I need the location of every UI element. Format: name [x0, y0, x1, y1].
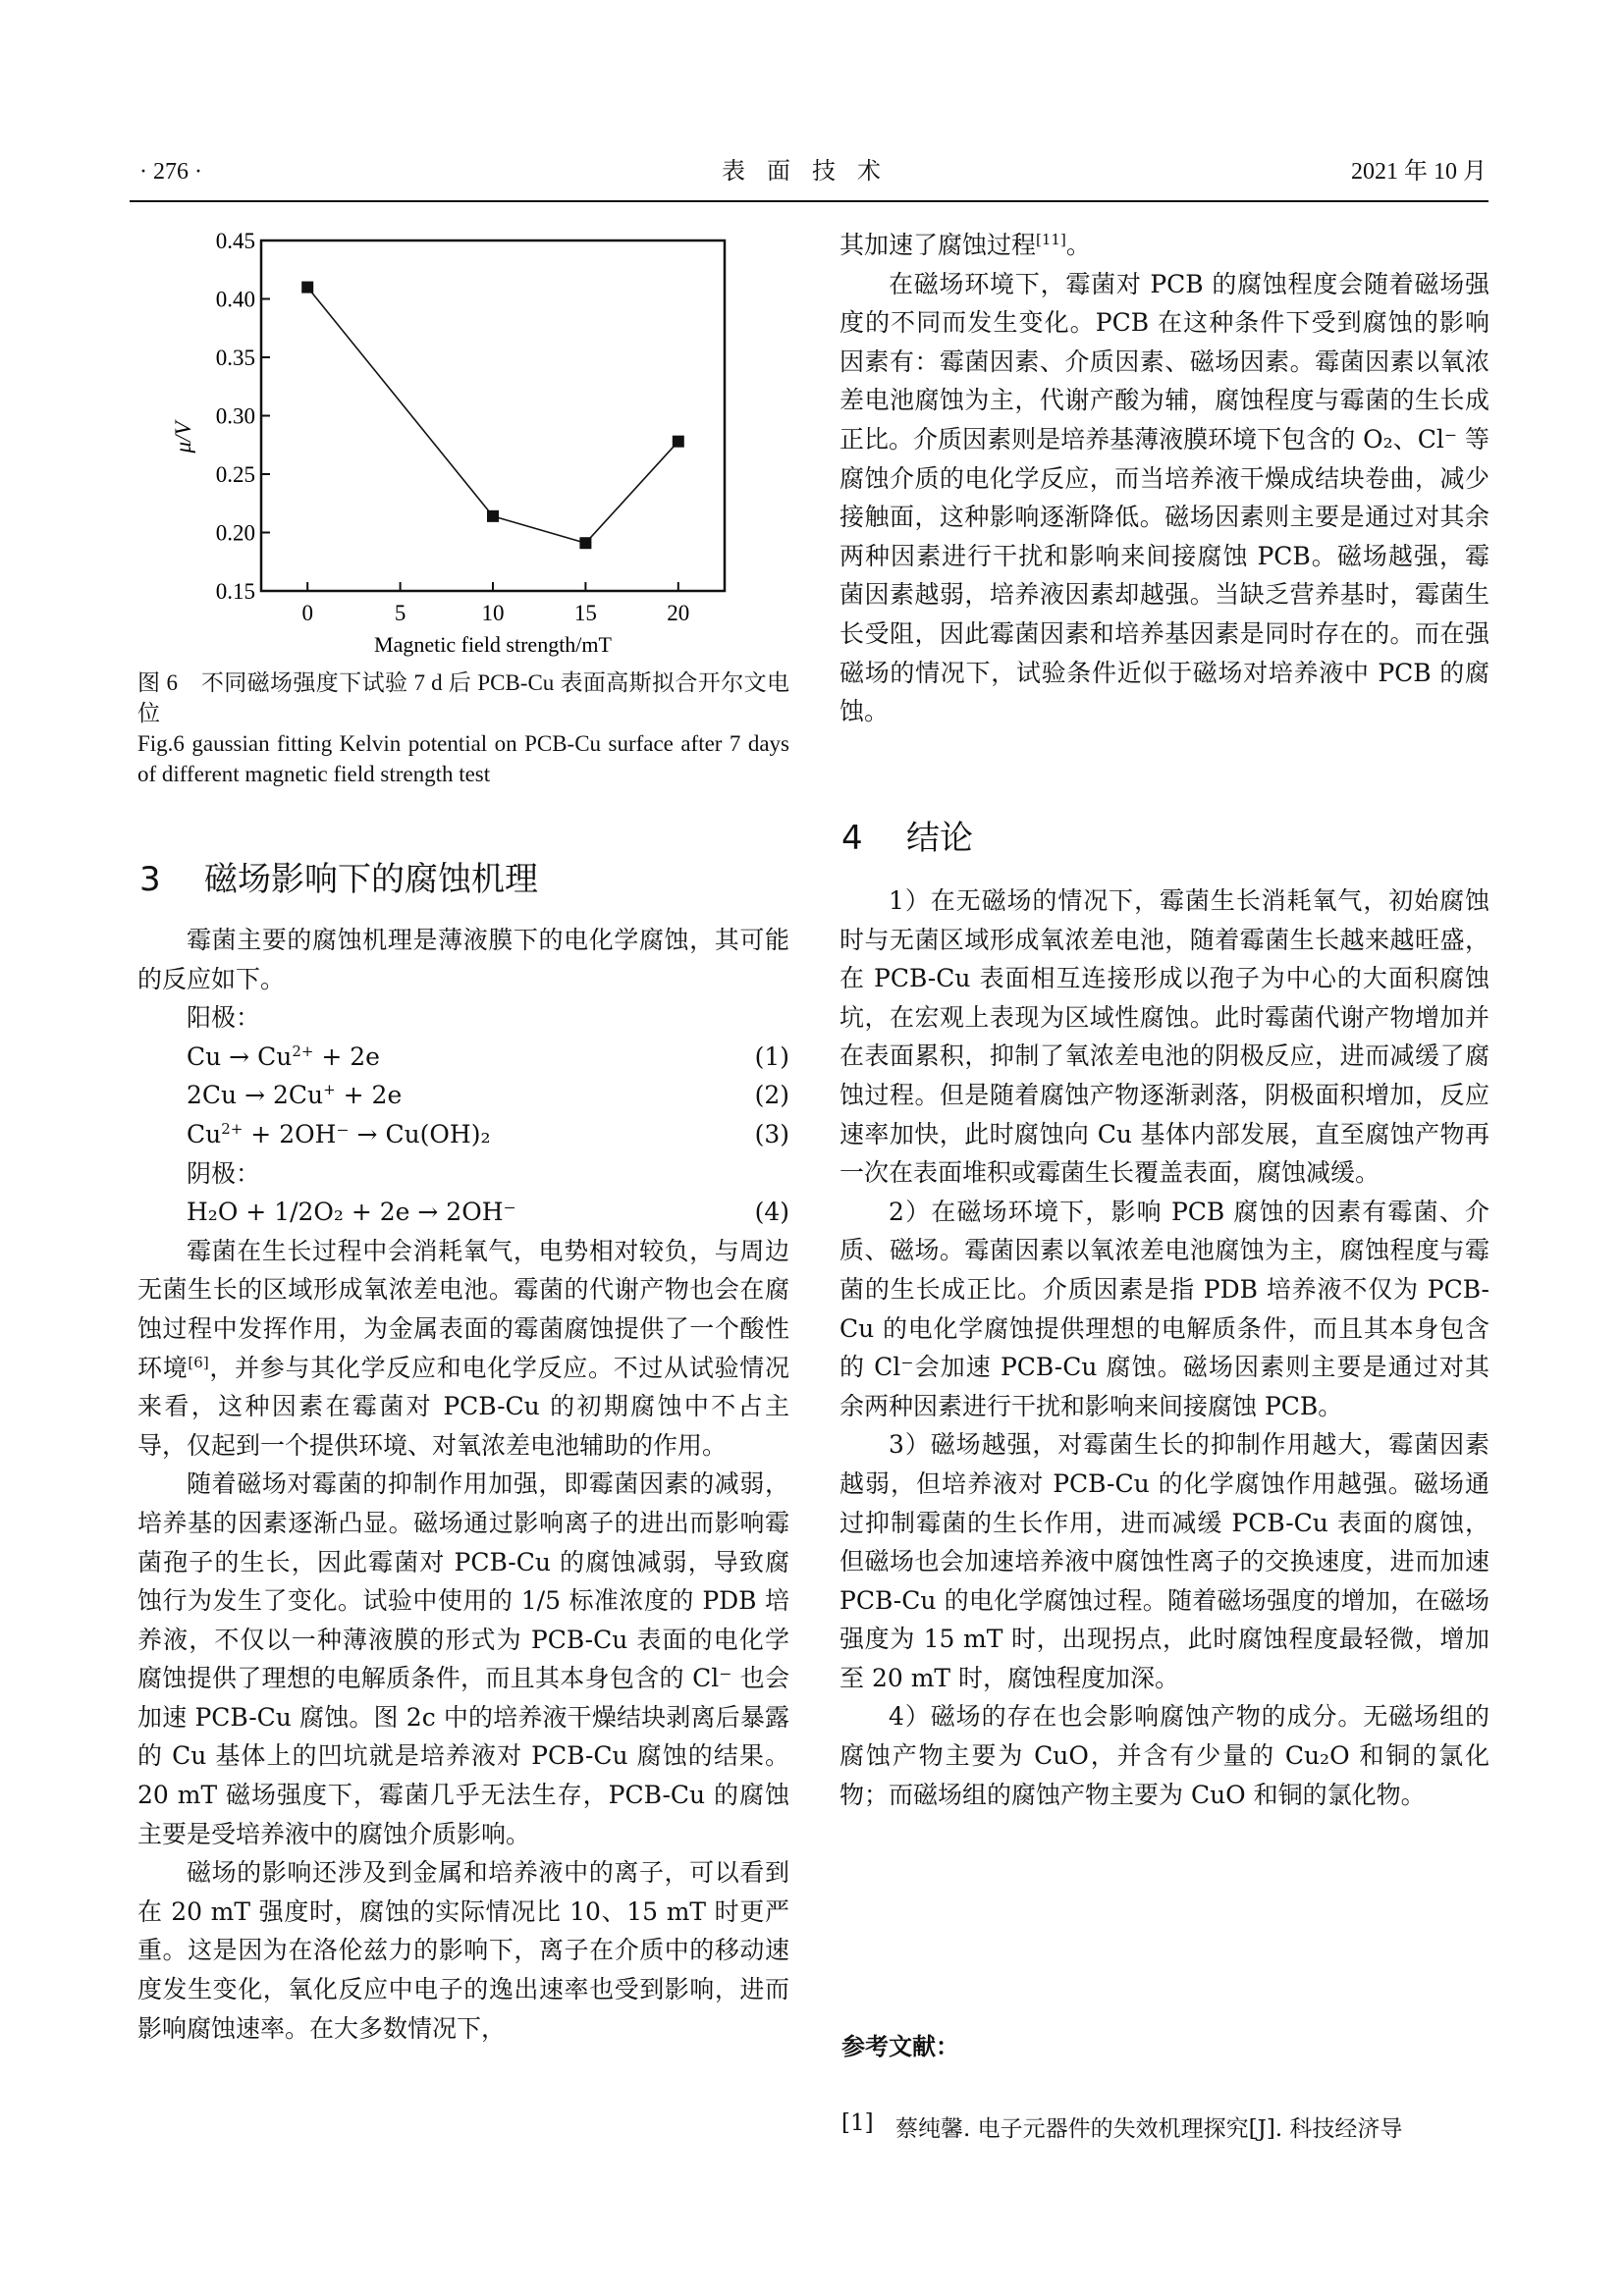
conclusion-item-1: 1）在无磁场的情况下，霉菌生长消耗氧气，初始腐蚀时与无菌区域形成氧浓差电池，随着霉菌生长越来越旺盛，在 PCB-Cu 表面相互连接形成以孢子为中心的大面积腐蚀坑，在宏观上表现为区域性腐蚀。此时霉菌代谢产物增加并在表面累积，抑制了氧浓差电池的阴极反应，进而减缓了腐蚀过程。但是随着腐蚀产物逐渐剥落，阴极面积增加，反应速率加快，此时腐蚀向 Cu 基体内部发展，直至腐蚀产物再一次在表面堆积或霉菌生长覆盖表面，腐蚀减缓。 — [839, 886, 1489, 1188]
x-tick-label: 0 — [301, 601, 313, 625]
journal-title: 表面技术 — [722, 159, 902, 185]
equation-number: (4) — [754, 1198, 789, 1227]
paragraph-magnetic-suppression: 随着磁场对霉菌的抑制作用加强，即霉菌因素的减弱，培养基的因素逐渐凸显。磁场通过影响离子的进出而影响霉菌孢子的生长，因此霉菌对 PCB-Cu 的腐蚀减弱，导致腐蚀行为发生了变化。试验中使用的 1/5 标准浓度的 PDB 培养液，不仅以一种薄液膜的形式为 PCB-Cu 表面的电化学腐蚀提供了理想的电解质条件，而且其本身包含的 Cl⁻ 也会加速 PCB-Cu 腐蚀。图 2c 中的培养液干燥结块剥离后暴露的 Cu 基体上的凹坑就是培养液对 PCB-Cu 腐蚀的结果。20 mT 磁场强度下，霉菌几乎无法生存，PCB-Cu 的腐蚀主要是受培养液中的腐蚀介质影响。 — [137, 1469, 789, 1848]
y-tick-label: 0.40 — [215, 287, 255, 312]
reference-item — [841, 2110, 1489, 2143]
citation: [6] — [188, 1353, 209, 1371]
data-point-square — [673, 436, 684, 448]
caption-english: Fig.6 gaussian fitting Kelvin potential on PCB-Cu surface after 7 days of different magnetic field strength test — [137, 731, 789, 786]
paragraph-continuation: 其加速了腐蚀过程[11]。 — [839, 231, 1091, 259]
line-chart — [147, 224, 795, 666]
data-point-square — [301, 282, 313, 294]
equation-number: (3) — [754, 1119, 789, 1148]
y-tick-label: 0.35 — [215, 346, 255, 370]
caption-chinese: 图 6 不同磁场强度下试验 7 d 后 PCB-Cu 表面高斯拟合开尔文电位 — [137, 670, 789, 725]
equation-number: (2) — [754, 1081, 789, 1110]
reference-number: [1] — [841, 2110, 874, 2136]
citation: [11] — [1036, 231, 1066, 248]
section-3-heading — [139, 852, 538, 900]
conclusion-item-2: 2）在磁场环境下，影响 PCB 腐蚀的因素有霉菌、介质、磁场。霉菌因素以氧浓差电池腐蚀为主，腐蚀程度与霉菌的生长成正比。介质因素是指 PDB 培养液不仅为 PCB-Cu 的电化学腐蚀提供理想的电解质条件，而且其本身包含的 Cl⁻会加速 PCB-Cu 腐蚀。磁场因素则主要是通过对其余两种因素进行干扰和影响来间接腐蚀 PCB。 — [839, 1197, 1489, 1420]
equation-number: (1) — [754, 1041, 789, 1071]
x-tick-label: 15 — [573, 601, 597, 625]
right-column-body — [839, 226, 1489, 731]
x-tick-label: 20 — [667, 601, 690, 625]
y-tick-label: 0.25 — [215, 462, 255, 487]
issue-date: 2021 年 10 月 — [1351, 159, 1487, 185]
data-point-square — [579, 537, 591, 549]
header-rule — [130, 200, 1489, 202]
y-tick-label: 0.15 — [215, 579, 255, 604]
references-heading: 参考文献： — [841, 2033, 959, 2060]
figure-caption — [137, 667, 789, 789]
conclusion-item-4: 4）磁场的存在也会影响腐蚀产物的成分。无磁场组的腐蚀产物主要为 CuO，并含有少量的 Cu₂O 和铜的氯化物；而磁场组的腐蚀产物主要为 CuO 和铜的氯化物。 — [839, 1702, 1489, 1809]
left-column-body — [137, 921, 789, 2048]
section-number: 4 — [841, 819, 863, 858]
plot-frame — [261, 240, 725, 591]
paragraph-intro: 霉菌主要的腐蚀机理是薄液膜下的电化学腐蚀，其可能的反应如下。 — [137, 926, 789, 993]
paragraph-ions: 磁场的影响还涉及到金属和培养液中的离子，可以看到在 20 mT 强度时，腐蚀的实际情况比 10、15 mT 时更严重。这是因为在洛伦兹力的影响下，离子在介质中的移动速度发生变化，氧化反应中电子的逸出速率也受到影响，进而影响腐蚀速率。在大多数情况下， — [137, 1858, 789, 2043]
anode-label: 阳极： — [187, 1003, 261, 1033]
equation-1: $Cu \to Cu^{2+} + 2e$ (1) — [137, 1038, 789, 1077]
x-tick-label: 5 — [394, 601, 406, 625]
y-tick-label: 0.20 — [215, 520, 255, 546]
x-tick-label: 10 — [481, 601, 505, 625]
page-number: · 276 · — [139, 159, 202, 185]
conclusions-body — [839, 881, 1489, 1814]
equation-2: 2Cu → 2Cu+ + 2e (2) — [137, 1076, 789, 1115]
conclusion-item-3: 3）磁场越强，对霉菌生长的抑制作用越大，霉菌因素越弱，但培养液对 PCB-Cu 的化学腐蚀作用越强。磁场通过抑制霉菌的生长作用，进而减缓 PCB-Cu 表面的腐蚀，但磁场也会加速培养液中腐蚀性离子的交换速度，进而加速 PCB-Cu 的电化学腐蚀过程。随着磁场强度的增加，在磁场强度为 15 mT 时，出现拐点，此时腐蚀程度最轻微，增加至 20 mT 时，腐蚀程度加深。 — [839, 1430, 1489, 1692]
y-tick-label: 0.30 — [215, 403, 255, 429]
data-point-square — [487, 510, 499, 522]
y-tick-label: 0.45 — [215, 229, 255, 253]
paragraph-factors: 在磁场环境下，霉菌对 PCB 的腐蚀程度会随着磁场强度的不同而发生变化。PCB 在这种条件下受到腐蚀的影响因素有：霉菌因素、介质因素、磁场因素。霉菌因素以氧浓差电池腐蚀为主，代谢产酸为辅，腐蚀程度与霉菌的生长成正比。介质因素则是培养基薄液膜环境下包含的 O₂、Cl⁻ 等腐蚀介质的电化学反应，而当培养液干燥成结块卷曲，减少接触面，这种影响逐渐降低。磁场因素则主要是通过对其余两种因素进行干扰和影响来间接腐蚀 PCB。磁场越强，霉菌因素越弱，培养液因素却越强。当缺乏营养基时，霉菌生长受阻，因此霉菌因素和培养基因素是同时存在的。而在强磁场的情况下，试验条件近似于磁场对培养液中 PCB 的腐蚀。 — [839, 269, 1489, 726]
equation-4: H₂O + 1/2O₂ + 2e → 2OH⁻ (4) — [137, 1193, 789, 1232]
section-title: 结论 — [906, 819, 973, 858]
figure-6-chart — [147, 224, 795, 666]
reference-text: 蔡纯馨. 电子元器件的失效机理探究[J]. 科技经济导 — [895, 2116, 1403, 2142]
paragraph-mold-growth: 霉菌在生长过程中会消耗氧气，电势相对较负，与周边无菌生长的区域形成氧浓差电池。霉菌的代谢产物也会在腐蚀过程中发挥作用，为金属表面的霉菌腐蚀提供了一个酸性环境[6]，并参与其化学反应和电化学反应。不过从试验情况来看，这种因素在霉菌对 PCB-Cu 的初期腐蚀中不占主导，仅起到一个提供环境、对氧浓差电池辅助的作用。 — [137, 1236, 789, 1460]
cathode-label: 阴极： — [187, 1158, 261, 1188]
x-axis-label: Magnetic field strength/mT — [374, 632, 612, 657]
y-axis-label: μ/V — [171, 421, 195, 454]
section-title: 磁场影响下的腐蚀机理 — [204, 860, 538, 899]
section-number: 3 — [139, 860, 161, 899]
section-4-heading — [841, 811, 973, 859]
data-line — [307, 288, 678, 544]
equation-3: $Cu^{2+} + 2OH^- \to Cu(OH)_2$ (3) — [137, 1115, 789, 1154]
